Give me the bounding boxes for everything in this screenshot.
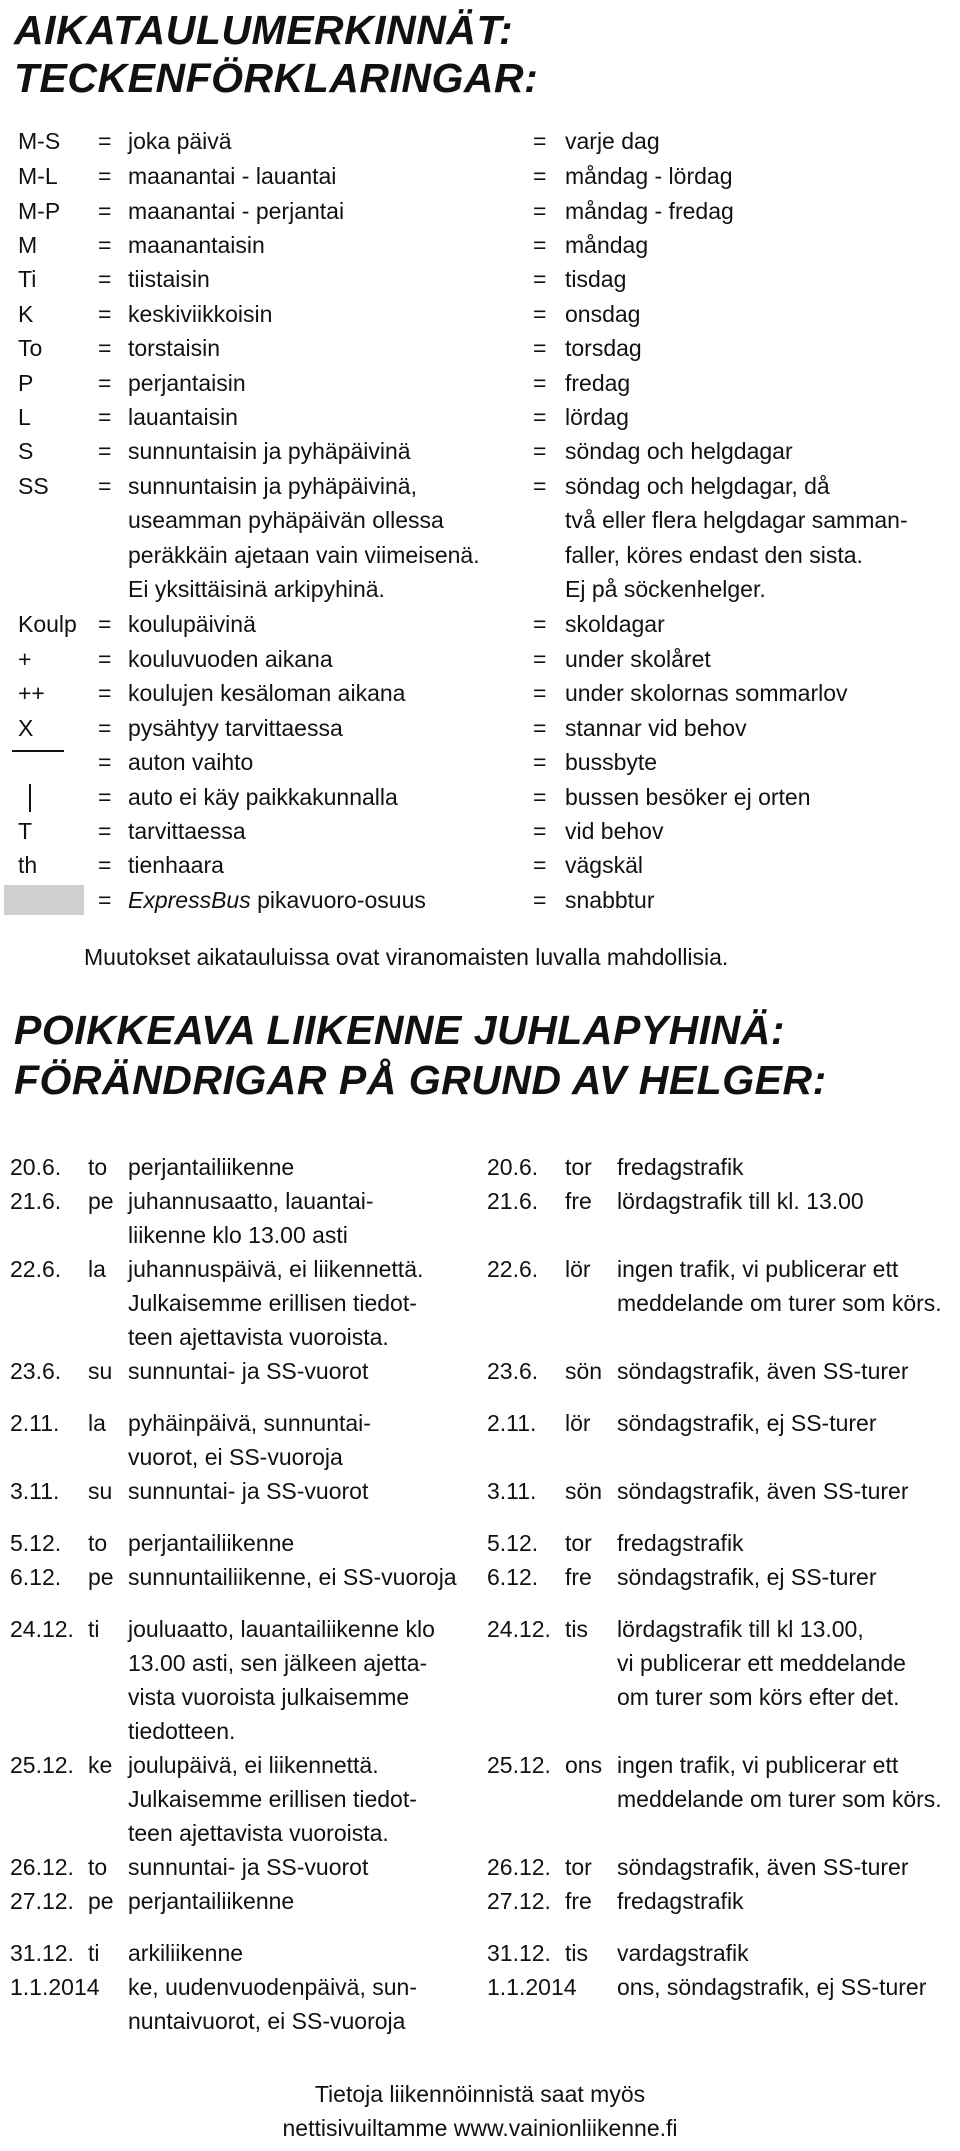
legend-row: [0, 503, 960, 537]
legend-row: [0, 124, 960, 158]
weekday-fi: pe: [88, 1188, 114, 1214]
weekday-fi: la: [88, 1256, 106, 1282]
legend-abbr: th: [18, 852, 38, 878]
legend-abbr: Ti: [18, 266, 37, 292]
legend-finnish: kouluvuoden aikana: [128, 646, 333, 672]
weekday-sv: fre: [565, 1888, 592, 1914]
weekday-sv: tor: [565, 1854, 592, 1880]
legend-abbr: X: [18, 715, 34, 741]
legend-equals: =: [98, 266, 112, 292]
traffic-fi: liikenne klo 13.00 asti: [128, 1222, 348, 1248]
date-sv: 23.6.: [487, 1358, 539, 1384]
legend-equals: =: [98, 715, 112, 741]
date-fi: 24.12.: [10, 1616, 74, 1642]
legend-equals: =: [533, 715, 547, 741]
traffic-sv: ons, söndagstrafik, ej SS-turer: [617, 1974, 927, 2000]
legend-equals: =: [533, 128, 547, 154]
weekday-sv: tis: [565, 1940, 588, 1966]
legend-swedish: vägskäl: [565, 852, 643, 878]
legend-row: [0, 572, 960, 606]
legend-equals: =: [98, 680, 112, 706]
legend-row: [0, 745, 960, 779]
legend-swedish: skoldagar: [565, 611, 665, 637]
legend-equals: =: [98, 473, 112, 499]
traffic-sv: meddelande om turer som körs.: [617, 1786, 942, 1812]
legend-equals: =: [533, 198, 547, 224]
legend-equals: =: [98, 404, 112, 430]
date-fi: 23.6.: [10, 1358, 62, 1384]
legend-finnish: useamman pyhäpäivän ollessa: [128, 507, 444, 533]
traffic-sv: lördagstrafik till kl. 13.00: [617, 1188, 864, 1214]
date-sv: 31.12.: [487, 1940, 551, 1966]
legend-finnish: Ei yksittäisinä arkipyhinä.: [128, 576, 385, 602]
legend-swedish: vid behov: [565, 818, 664, 844]
legend-finnish: tarvittaessa: [128, 818, 246, 844]
date-sv: 3.11.: [487, 1478, 537, 1504]
legend-equals: =: [533, 611, 547, 637]
legend-equals: =: [98, 784, 112, 810]
bus-change-symbol: [12, 750, 64, 752]
weekday-sv: fre: [565, 1188, 592, 1214]
expressbus-swatch: [4, 885, 84, 915]
legend-row: [0, 366, 960, 400]
weekday-fi: ke: [88, 1752, 113, 1778]
date-fi: 21.6.: [10, 1188, 62, 1214]
date-sv: 24.12.: [487, 1616, 551, 1642]
legend-abbr: P: [18, 370, 34, 396]
legend-abbr: M: [18, 232, 38, 258]
traffic-sv: fredagstrafik: [617, 1154, 744, 1180]
legend-abbr: Koulp: [18, 611, 77, 637]
traffic-sv: ingen trafik, vi publicerar ett: [617, 1752, 899, 1778]
legend-abbr: M-P: [18, 198, 61, 224]
traffic-fi: joulupäivä, ei liikennettä.: [128, 1752, 379, 1778]
legend-swedish: fredag: [565, 370, 631, 396]
legend-swedish: måndag - lördag: [565, 163, 733, 189]
legend-swedish: bussbyte: [565, 749, 658, 775]
legend-equals: =: [98, 370, 112, 396]
weekday-sv: ons: [565, 1752, 603, 1778]
legend-abbr: K: [18, 301, 34, 327]
expressbus-brand: ExpressBus: [128, 887, 251, 913]
legend-equals: =: [533, 852, 547, 878]
legend-swedish: två eller flera helgdagar samman-: [565, 507, 908, 533]
traffic-sv: söndagstrafik, ej SS-turer: [617, 1564, 877, 1590]
legend-abbr: ++: [18, 680, 45, 706]
legend-equals: =: [98, 818, 112, 844]
legend-finnish: torstaisin: [128, 335, 221, 361]
legend-equals: =: [98, 163, 112, 189]
legend-finnish: maanantai - perjantai: [128, 198, 345, 224]
legend-row: [0, 434, 960, 468]
traffic-fi: perjantailiikenne: [128, 1888, 295, 1914]
legend-equals: =: [533, 680, 547, 706]
legend-row: [0, 469, 960, 503]
weekday-fi: to: [88, 1530, 108, 1556]
legend-swedish: bussen besöker ej orten: [565, 784, 811, 810]
date-fi: 20.6.: [10, 1154, 62, 1180]
weekday-sv: lör: [565, 1256, 591, 1282]
heading-legend-fi: AIKATAULUMERKINNÄT:: [14, 7, 514, 53]
legend-finnish: koulupäivinä: [128, 611, 256, 637]
weekday-fi: pe: [88, 1564, 114, 1590]
legend-equals: =: [98, 611, 112, 637]
legend-equals: =: [533, 370, 547, 396]
weekday-fi: ti: [88, 1616, 100, 1642]
weekday-sv: sön: [565, 1478, 603, 1504]
legend-equals: =: [533, 473, 547, 499]
legend-swedish: måndag: [565, 232, 649, 258]
legend-finnish: peräkkäin ajetaan vain viimeisenä.: [128, 542, 480, 568]
traffic-sv: om turer som körs efter det.: [617, 1684, 900, 1710]
legend-finnish: tiistaisin: [128, 266, 210, 292]
legend-row: [0, 228, 960, 262]
legend-row: [0, 883, 960, 917]
legend-equals: =: [533, 784, 547, 810]
heading-holidays-sv: FÖRÄNDRIGAR PÅ GRUND AV HELGER:: [14, 1057, 827, 1103]
legend-swedish: under skolornas sommarlov: [565, 680, 848, 706]
date-fi: 2.11.: [10, 1410, 60, 1436]
legend-finnish: maanantai - lauantai: [128, 163, 337, 189]
legend-equals: =: [533, 163, 547, 189]
traffic-fi: ke, uudenvuodenpäivä, sun-: [128, 1974, 417, 2000]
weekday-fi: su: [88, 1478, 113, 1504]
legend-row: [0, 607, 960, 641]
weekday-sv: sön: [565, 1358, 603, 1384]
legend-row: [0, 331, 960, 365]
legend-abbr: M-L: [18, 163, 58, 189]
traffic-fi: perjantailiikenne: [128, 1154, 295, 1180]
date-fi: 22.6.: [10, 1256, 62, 1282]
footer-line-1: Tietoja liikennöinnistä saat myös: [314, 2081, 646, 2107]
legend-equals: =: [98, 852, 112, 878]
legend-finnish: sunnuntaisin ja pyhäpäivinä,: [128, 473, 417, 499]
traffic-sv: söndagstrafik, även SS-turer: [617, 1854, 909, 1880]
legend-finnish: auton vaihto: [128, 749, 254, 775]
legend-abbr: T: [18, 818, 33, 844]
legend-swedish: under skolåret: [565, 646, 711, 672]
legend-equals: =: [98, 438, 112, 464]
legend-equals: =: [533, 887, 547, 913]
legend-equals: =: [98, 335, 112, 361]
traffic-sv: söndagstrafik, ej SS-turer: [617, 1410, 877, 1436]
traffic-fi: tiedotteen.: [128, 1718, 236, 1744]
traffic-fi: juhannusaatto, lauantai-: [128, 1188, 374, 1214]
legend-finnish: [128, 883, 426, 917]
traffic-fi: juhannuspäivä, ei liikennettä.: [128, 1256, 424, 1282]
legend-row: [0, 642, 960, 676]
date-fi: 27.12.: [10, 1888, 74, 1914]
legend-abbr: SS: [18, 473, 49, 499]
date-sv: 5.12.: [487, 1530, 539, 1556]
weekday-sv: lör: [565, 1410, 591, 1436]
legend-equals: =: [533, 335, 547, 361]
date-sv: 2.11.: [487, 1410, 537, 1436]
legend-row: [0, 848, 960, 882]
legend-finnish: pysähtyy tarvittaessa: [128, 715, 343, 741]
weekday-sv: tor: [565, 1530, 592, 1556]
legend-equals: =: [533, 646, 547, 672]
legend-swedish: onsdag: [565, 301, 641, 327]
weekday-fi: to: [88, 1854, 108, 1880]
legend-equals: =: [533, 749, 547, 775]
legend-swedish: varje dag: [565, 128, 660, 154]
date-sv: 22.6.: [487, 1256, 539, 1282]
traffic-fi: sunnuntailiikenne, ei SS-vuoroja: [128, 1564, 457, 1590]
traffic-fi: 13.00 asti, sen jälkeen ajetta-: [128, 1650, 428, 1676]
legend-abbr: +: [18, 646, 32, 672]
weekday-sv: fre: [565, 1564, 592, 1590]
legend-equals: =: [533, 266, 547, 292]
weekday-sv: tis: [565, 1616, 588, 1642]
traffic-fi: Julkaisemme erillisen tiedot-: [128, 1290, 417, 1316]
traffic-sv: fredagstrafik: [617, 1888, 744, 1914]
weekday-sv: tor: [565, 1154, 592, 1180]
legend-equals: =: [533, 438, 547, 464]
legend-finnish: maanantaisin: [128, 232, 265, 258]
traffic-fi: sunnuntai- ja SS-vuorot: [128, 1478, 369, 1504]
date-sv: 20.6.: [487, 1154, 539, 1180]
traffic-sv: vardagstrafik: [617, 1940, 749, 1966]
traffic-sv: söndagstrafik, även SS-turer: [617, 1478, 909, 1504]
traffic-sv: fredagstrafik: [617, 1530, 744, 1556]
legend-row: [0, 814, 960, 848]
traffic-sv: meddelande om turer som körs.: [617, 1290, 942, 1316]
traffic-fi: sunnuntai- ja SS-vuorot: [128, 1854, 369, 1880]
date-sv: 27.12.: [487, 1888, 551, 1914]
legend-equals: =: [533, 301, 547, 327]
legend-finnish: perjantaisin: [128, 370, 246, 396]
no-visit-symbol: [29, 784, 31, 812]
legend-row: [0, 194, 960, 228]
traffic-fi: Julkaisemme erillisen tiedot-: [128, 1786, 417, 1812]
legend-equals: =: [98, 198, 112, 224]
weekday-fi: ti: [88, 1940, 100, 1966]
legend-abbr: M-S: [18, 128, 61, 154]
traffic-fi: pyhäinpäivä, sunnuntai-: [128, 1410, 371, 1436]
legend-row: [0, 711, 960, 745]
legend-row: [0, 297, 960, 331]
date-sv: 21.6.: [487, 1188, 539, 1214]
legend-swedish: söndag och helgdagar: [565, 438, 793, 464]
legend-equals: =: [98, 646, 112, 672]
legend-equals: =: [533, 404, 547, 430]
date-fi: 1.1.2014: [10, 1974, 100, 2000]
traffic-sv: ingen trafik, vi publicerar ett: [617, 1256, 899, 1282]
legend-finnish: lauantaisin: [128, 404, 238, 430]
legend-equals: =: [98, 749, 112, 775]
legend-finnish-rest: pikavuoro-osuus: [250, 887, 426, 913]
legend-swedish: Ej på söckenhelger.: [565, 576, 766, 602]
date-sv: 26.12.: [487, 1854, 551, 1880]
legend-row: [0, 676, 960, 710]
legend-swedish: faller, köres endast den sista.: [565, 542, 863, 568]
legend-finnish: sunnuntaisin ja pyhäpäivinä: [128, 438, 411, 464]
legend-swedish: tisdag: [565, 266, 627, 292]
legend-equals: =: [98, 887, 112, 913]
legend-swedish: söndag och helgdagar, då: [565, 473, 830, 499]
legend-abbr: To: [18, 335, 43, 361]
legend-row: [0, 262, 960, 296]
legend-swedish: måndag - fredag: [565, 198, 734, 224]
traffic-sv: lördagstrafik till kl 13.00,: [617, 1616, 864, 1642]
traffic-fi: vista vuoroista julkaisemme: [128, 1684, 410, 1710]
legend-finnish: auto ei käy paikkakunnalla: [128, 784, 398, 810]
date-fi: 31.12.: [10, 1940, 74, 1966]
date-fi: 26.12.: [10, 1854, 74, 1880]
legend-finnish: tienhaara: [128, 852, 224, 878]
traffic-fi: teen ajettavista vuoroista.: [128, 1820, 389, 1846]
traffic-fi: jouluaatto, lauantailiikenne klo: [128, 1616, 435, 1642]
legend-row: [0, 159, 960, 193]
legend-swedish: snabbtur: [565, 887, 655, 913]
date-fi: 5.12.: [10, 1530, 62, 1556]
legend-finnish: koulujen kesäloman aikana: [128, 680, 406, 706]
legend-equals: =: [533, 232, 547, 258]
heading-legend-sv: TECKENFÖRKLARINGAR:: [14, 55, 539, 101]
legend-swedish: lördag: [565, 404, 629, 430]
legend-abbr: L: [18, 404, 31, 430]
traffic-sv: vi publicerar ett meddelande: [617, 1650, 906, 1676]
date-fi: 25.12.: [10, 1752, 74, 1778]
weekday-fi: pe: [88, 1888, 114, 1914]
traffic-fi: teen ajettavista vuoroista.: [128, 1324, 389, 1350]
heading-holidays-fi: POIKKEAVA LIIKENNE JUHLAPYHINÄ:: [14, 1007, 786, 1053]
traffic-fi: vuorot, ei SS-vuoroja: [128, 1444, 343, 1470]
legend-swedish: stannar vid behov: [565, 715, 747, 741]
date-sv: 1.1.2014: [487, 1974, 577, 2000]
legend-equals: =: [98, 301, 112, 327]
date-fi: 3.11.: [10, 1478, 60, 1504]
date-sv: 25.12.: [487, 1752, 551, 1778]
legend-abbr: S: [18, 438, 34, 464]
legend-equals: =: [533, 818, 547, 844]
legend-equals: =: [98, 232, 112, 258]
legend-finnish: joka päivä: [128, 128, 232, 154]
date-fi: 6.12.: [10, 1564, 62, 1590]
changes-note: Muutokset aikatauluissa ovat viranomaisten luvalla mahdollisia.: [84, 944, 729, 970]
legend-finnish: keskiviikkoisin: [128, 301, 273, 327]
traffic-fi: nuntaivuorot, ei SS-vuoroja: [128, 2008, 406, 2034]
date-sv: 6.12.: [487, 1564, 539, 1590]
legend-row: [0, 538, 960, 572]
weekday-fi: su: [88, 1358, 113, 1384]
traffic-fi: arkiliikenne: [128, 1940, 244, 1966]
footer-line-2: nettisivuiltamme www.vainionliikenne.fi: [282, 2115, 678, 2141]
traffic-fi: perjantailiikenne: [128, 1530, 295, 1556]
legend-equals: =: [98, 128, 112, 154]
legend-swedish: torsdag: [565, 335, 642, 361]
traffic-sv: söndagstrafik, även SS-turer: [617, 1358, 909, 1384]
legend-row: [0, 780, 960, 814]
legend-row: [0, 400, 960, 434]
weekday-fi: la: [88, 1410, 106, 1436]
traffic-fi: sunnuntai- ja SS-vuorot: [128, 1358, 369, 1384]
weekday-fi: to: [88, 1154, 108, 1180]
